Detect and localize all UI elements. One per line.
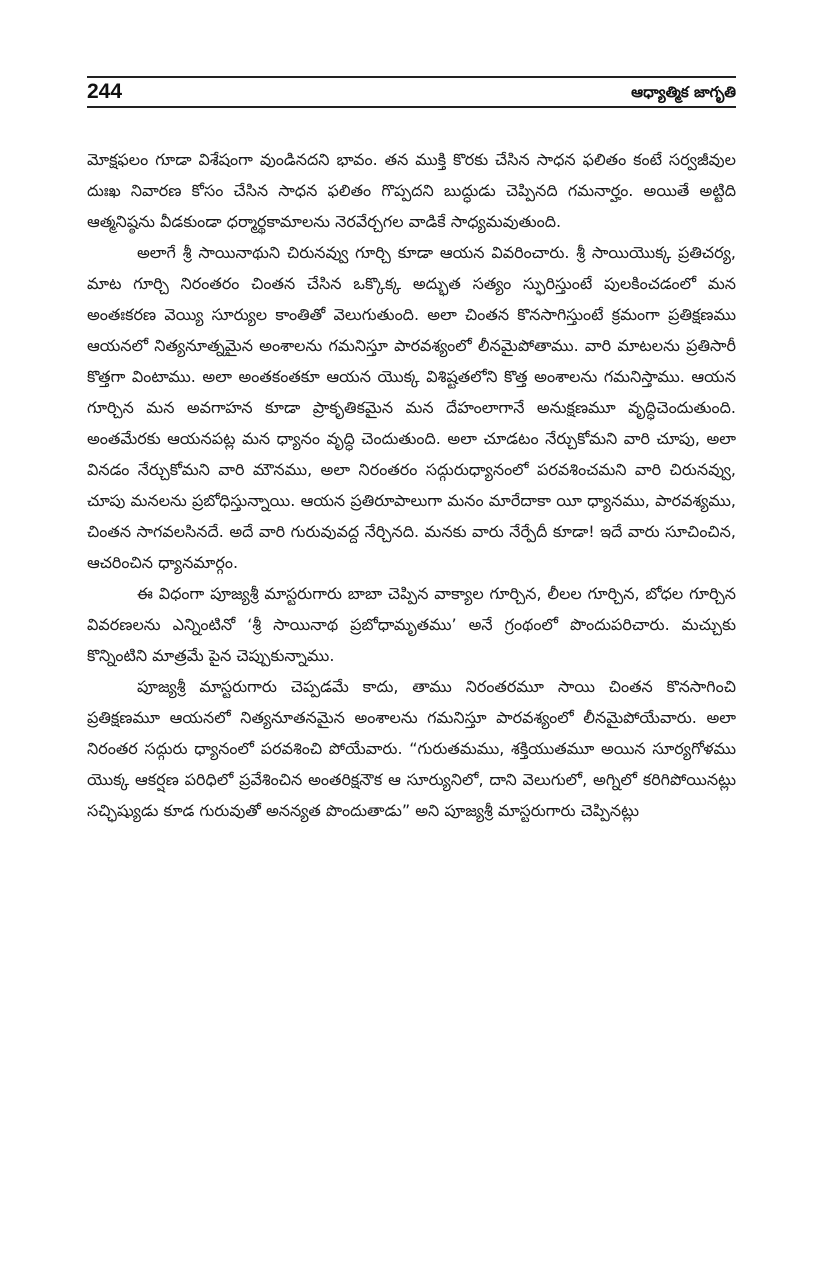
paragraph: ఈ విధంగా పూజ్యశ్రీ మాస్టరుగారు బాబా చెప్పిన వాక్యాల గూర్చిన, లీలల గూర్చిన, బోధల గూర్చిన వివరణలను ఎన్నింటినో ‘శ్రీ సాయినాథ ప్రబోధామృతము’ అనే గ్రంథంలో పొందుపరిచారు. మచ్చుకు కొన్నింటిని మాత్రమే పైన చెప్పుకున్నాము. [87,584,736,665]
page-header [87,76,736,108]
running-title: ఆధ్యాత్మిక జాగృతి [631,83,736,101]
body-text [87,144,736,826]
paragraph: మోక్షఫలం గూడా విశేషంగా వుండినదని భావం. తన ముక్తి కొరకు చేసిన సాధన ఫలితం కంటే సర్వజీవుల దుఃఖ నివారణ కోసం చేసిన సాధన ఫలితం గొప్పదని బుద్ధుడు చెప్పినది గమనార్హం. అయితే అట్టిది ఆత్మనిష్ఠను వీడకుండా ధర్మార్థకామాలను నెరవేర్చగల వాడికే సాధ్యమవుతుంది. [87,150,736,231]
page-number: 244 [87,80,123,103]
paragraph: అలాగే శ్రీ సాయినాథుని చిరునవ్వు గూర్చి కూడా ఆయన వివరించారు. శ్రీ సాయియొక్క ప్రతిచర్య, మాట గూర్చి నిరంతరం చింతన చేసిన ఒక్కొక్క అద్భుత సత్యం స్ఫురిస్తుంటే పులకించడంలో మన అంతఃకరణ వెయ్యి సూర్యుల కాంతితో వెలుగుతుంది. అలా చింతన కొనసాగిస్తుంటే క్రమంగా ప్రతిక్షణము ఆయనలో నిత్యనూత్నమైన అంశాలను గమనిస్తూ పారవశ్యంలో లీనమైపోతాము. వారి మాటలను ప్రతిసారీ కొత్తగా వింటాము. అలా అంతకంతకూ ఆయన యొక్క విశిష్టతలోని కొత్త అంశాలను గమనిస్తాము. ఆయన గూర్చిన మన అవగాహన కూడా ప్రాకృతికమైన మన దేహంలాగానే అనుక్షణమూ వృద్ధిచెందుతుంది. అంతమేరకు ఆయనపట్ల మన ధ్యానం వృద్ధి చెందుతుంది. అలా చూడటం నేర్చుకోమని వారి చూపు, అలా వినడం నేర్చుకోమని వారి మౌనము, అలా నిరంతరం సద్గురుధ్యానంలో పరవశించమని వారి చిరునవ్వు, చూపు మనలను ప్రబోధిస్తున్నాయి. ఆయన ప్రతిరూపాలుగా మనం మారేదాకా యీ ధ్యానము, పారవశ్యము, చింతన సాగవలసినదే. అదే వారి గురువువద్ద నేర్చినది. మనకు వారు నేర్పేదీ కూడా! ఇదే వారు సూచించిన, ఆచరించిన ధ్యానమార్గం. [87,243,736,572]
paragraph: పూజ్యశ్రీ మాస్టరుగారు చెప్పడమే కాదు, తాము నిరంతరమూ సాయి చింతన కొనసాగించి ప్రతిక్షణమూ ఆయనలో నిత్యనూతనమైన అంశాలను గమనిస్తూ పారవశ్యంలో లీనమైపోయేవారు. అలా నిరంతర సద్గురు ధ్యానంలో పరవశించి పోయేవారు. “గురుతమము, శక్తియుతమూ అయిన సూర్యగోళము యొక్క ఆకర్షణ పరిధిలో ప్రవేశించిన అంతరిక్షనౌక ఆ సూర్యునిలో, దాని వెలుగులో, అగ్నిలో కరిగిపోయినట్లు సచ్ఛిష్యుడు కూడ గురువుతో అనన్యత పొందుతాడు” అని పూజ్యశ్రీ మాస్టరుగారు చెప్పినట్లు [87,677,736,820]
